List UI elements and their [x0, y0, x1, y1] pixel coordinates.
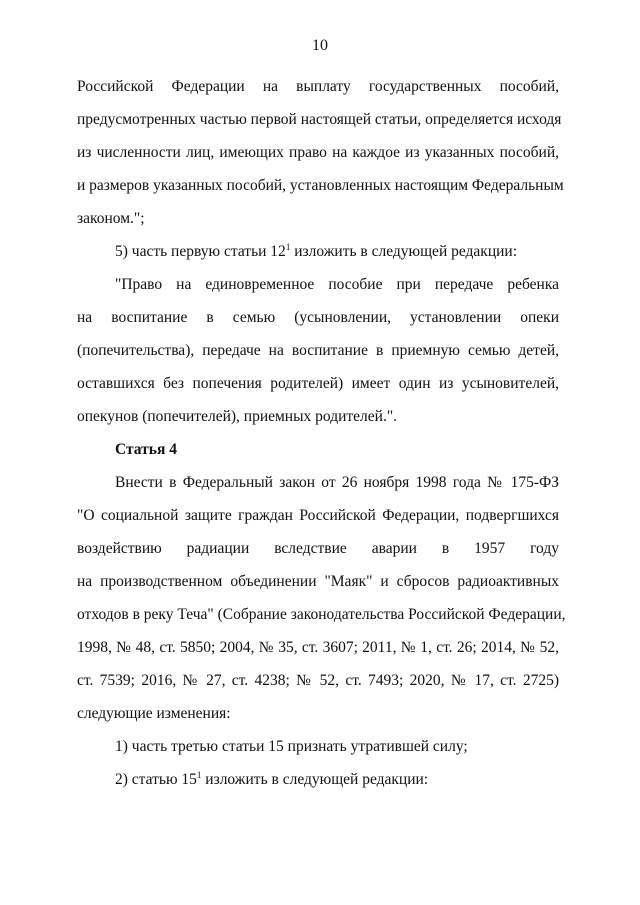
- page-number: 10: [312, 37, 328, 54]
- text-line: предусмотренных частью первой настоящей статьи, определяется исходя: [77, 111, 562, 128]
- text-line: и размеров указанных пособий, установленных настоящим Федеральным: [77, 177, 564, 194]
- amendment-item-1: 1) часть третью статьи 15 признать утратившей силу;: [115, 738, 468, 755]
- quoted-text-line: "Право на единовременное пособие при передаче ребенка: [115, 276, 559, 293]
- text-line: Внести в Федеральный закон от 26 ноября 1998 года № 175-ФЗ: [115, 474, 559, 491]
- text-line: законом.";: [77, 210, 145, 227]
- article-superscript: 1: [196, 770, 202, 780]
- item-text: 5) часть первую статьи 12: [115, 243, 286, 260]
- quoted-text-line: опекунов (попечителей), приемных родителей.".: [77, 408, 398, 425]
- text-line: воздействию радиации вследствие аварии в 1957 году: [77, 540, 559, 557]
- text-line: отходов в реку Теча" (Собрание законодательства Российской Федерации,: [77, 606, 566, 623]
- item-text: изложить в следующей редакции:: [290, 243, 518, 260]
- quoted-text-line: на воспитание в семью (усыновлении, установлении опеки: [77, 309, 559, 326]
- text-line: 1998, № 48, ст. 5850; 2004, № 35, ст. 3607; 2011, № 1, ст. 26; 2014, № 52,: [77, 639, 559, 656]
- article-superscript: 1: [285, 242, 291, 252]
- text-line: ст. 7539; 2016, № 27, ст. 4238; № 52, ст. 7493; 2020, № 17, ст. 2725): [77, 672, 559, 689]
- amendment-item-5: [77, 235, 559, 268]
- text-line: из численности лиц, имеющих право на каждое из указанных пособий,: [77, 144, 559, 161]
- quoted-text-line: оставшихся без попечения родителей) имеет один из усыновителей,: [77, 375, 559, 392]
- quoted-text-line: (попечительства), передаче на воспитание в приемную семью детей,: [77, 342, 559, 359]
- text-line: "О социальной защите граждан Российской Федерации, подвергшихся: [77, 507, 559, 524]
- article-heading: Статья 4: [115, 441, 177, 458]
- item-text: изложить в следующей редакции:: [201, 771, 429, 788]
- item-text: 2) статью 15: [115, 771, 197, 788]
- text-line: следующие изменения:: [77, 705, 231, 722]
- text-line: Российской Федерации на выплату государственных пособий,: [77, 78, 559, 95]
- amendment-item-2: [77, 763, 559, 796]
- document-body: [77, 70, 566, 796]
- text-line: на производственном объединении "Маяк" и сбросов радиоактивных: [77, 573, 559, 590]
